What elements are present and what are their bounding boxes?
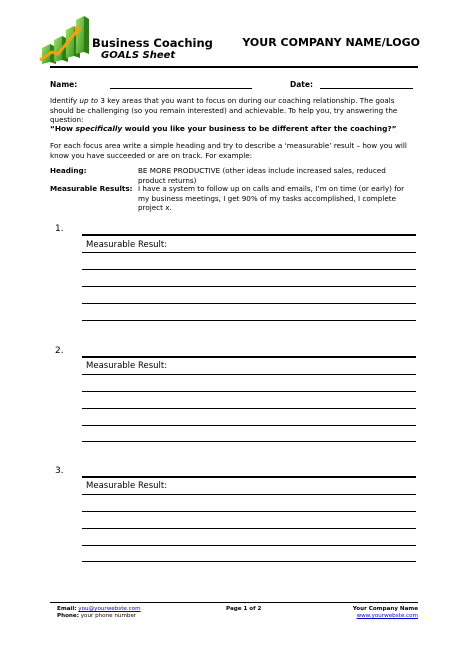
goal-write-line[interactable]: [82, 408, 416, 409]
goal-write-line[interactable]: [82, 494, 416, 495]
instruction-paragraph: For each focus area write a simple heading and try to describe a ‘measurable’ result – how you will know you have succeeded or are on track. For example:: [50, 141, 407, 160]
example-result-label: Measurable Results:: [50, 184, 133, 193]
goal-write-line[interactable]: [82, 425, 416, 426]
goal-number: 2.: [55, 346, 64, 356]
example-heading-text: BE MORE PRODUCTIVE (other ideas include increased sales, reduced product returns): [138, 166, 386, 185]
goal-write-line[interactable]: [82, 545, 416, 546]
goal-number: 3.: [55, 466, 64, 476]
goal-write-line[interactable]: [82, 303, 416, 304]
goal-write-line[interactable]: [82, 511, 416, 512]
goal-write-line[interactable]: [82, 528, 416, 529]
page-number: Page 1 of 2: [226, 606, 262, 612]
name-field[interactable]: [110, 88, 252, 89]
example-heading-label: Heading:: [50, 166, 87, 175]
goal-write-line[interactable]: [82, 286, 416, 287]
header-divider: [50, 66, 418, 68]
footer-divider: [50, 602, 418, 603]
goal-write-line[interactable]: [82, 320, 416, 321]
goal-write-line[interactable]: [82, 252, 416, 253]
footer-contact: Email: you@yourwebste.com Phone: your phone number: [57, 606, 141, 619]
page-subtitle: GOALS Sheet: [101, 50, 176, 61]
goal-write-line[interactable]: [82, 391, 416, 392]
goal-number: 1.: [55, 224, 64, 234]
page-title: Business Coaching: [92, 36, 213, 50]
date-field[interactable]: [320, 88, 413, 89]
goal-heading-line[interactable]: [82, 476, 416, 478]
website-link[interactable]: www.yourwebste.com: [356, 613, 418, 619]
date-label: Date:: [290, 80, 313, 89]
goal-write-line[interactable]: [82, 269, 416, 270]
example-result-text: I have a system to follow up on calls and emails, I’m on time (or early) for my business meetings, I get 90% of my tasks accomplished, I complete project x.: [138, 184, 405, 212]
intro-paragraph: Identify up to 3 key areas that you want to focus on during our coaching relationship. The goals should be challenging (so you remain interested) and achievable. To help you, try answering the question:: [50, 96, 398, 124]
phone-number: your phone number: [80, 613, 137, 619]
measurable-result-label: Measurable Result:: [86, 481, 168, 491]
bar-chart-logo-icon: [38, 14, 90, 66]
goal-write-line[interactable]: [82, 374, 416, 375]
measurable-result-label: Measurable Result:: [86, 361, 168, 371]
goal-heading-line[interactable]: [82, 234, 416, 236]
goal-write-line[interactable]: [82, 561, 416, 562]
measurable-result-label: Measurable Result:: [86, 240, 168, 250]
key-question: “How specifically would you like your business to be different after the coaching?”: [50, 124, 397, 133]
name-label: Name:: [50, 80, 78, 89]
email-link[interactable]: you@yourwebste.com: [78, 606, 141, 612]
footer-company: Your Company Name www.yourwebste.com: [352, 606, 418, 619]
goal-heading-line[interactable]: [82, 356, 416, 358]
goal-write-line[interactable]: [82, 441, 416, 442]
company-name-logo: YOUR COMPANY NAME/LOGO: [242, 36, 420, 49]
